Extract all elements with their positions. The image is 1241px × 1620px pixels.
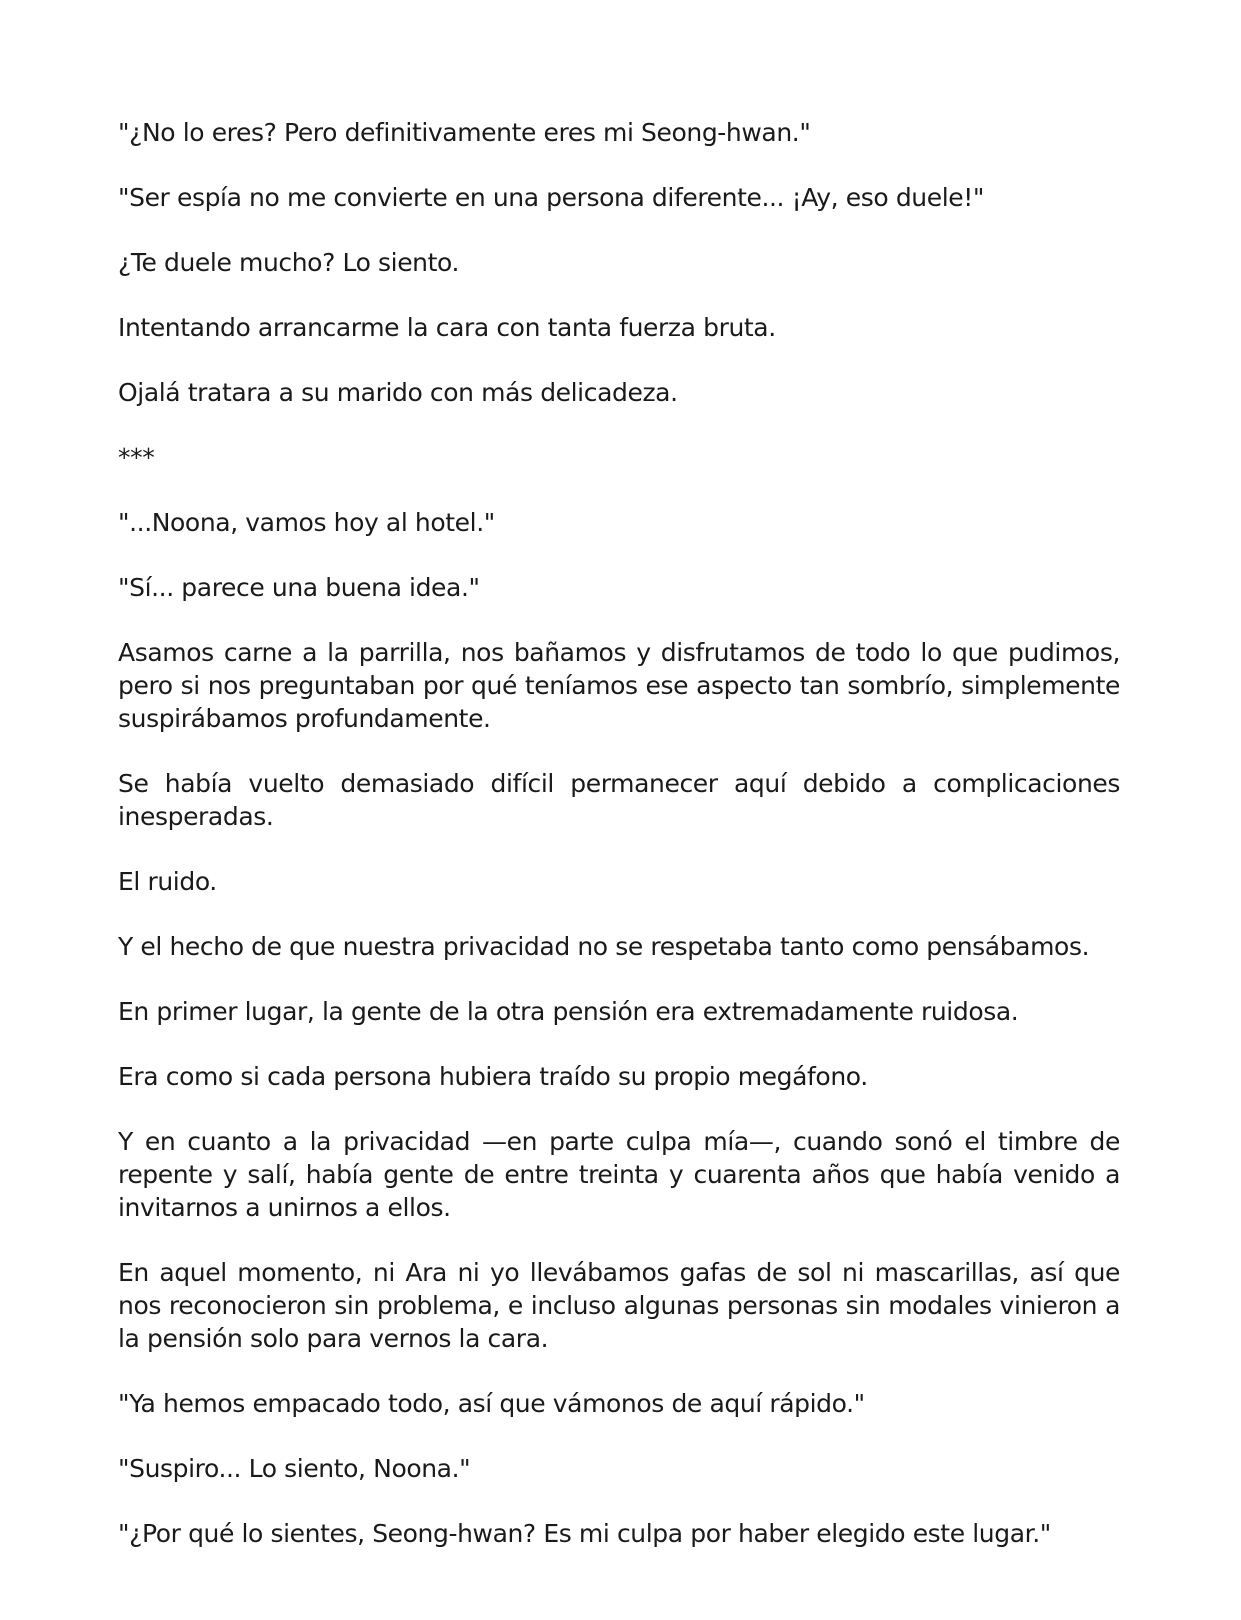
paragraph: "¿Por qué lo sientes, Seong-hwan? Es mi culpa por haber elegido este lugar." xyxy=(118,1519,1051,1548)
paragraph: El ruido. xyxy=(118,867,217,896)
paragraph: Asamos carne a la parrilla, nos bañamos y disfrutamos de todo lo que pudimos, pero si nos preguntaban por qué teníamos ese aspecto tan sombrío, simplemente suspirábamos profundamente. xyxy=(118,638,1120,733)
paragraph: "Suspiro... Lo siento, Noona." xyxy=(118,1454,471,1483)
paragraph: "...Noona, vamos hoy al hotel." xyxy=(118,508,495,537)
paragraph: ¿Te duele mucho? Lo siento. xyxy=(118,248,460,277)
document-page xyxy=(118,116,1120,1550)
paragraph: Y en cuanto a la privacidad —en parte culpa mía—, cuando sonó el timbre de repente y salí, había gente de entre treinta y cuarenta años que había venido a invitarnos a unirnos a ellos. xyxy=(118,1127,1120,1222)
paragraph: Era como si cada persona hubiera traído su propio megáfono. xyxy=(118,1062,868,1091)
paragraph: Intentando arrancarme la cara con tanta fuerza bruta. xyxy=(118,313,776,342)
paragraph: "Ya hemos empacado todo, así que vámonos de aquí rápido." xyxy=(118,1389,865,1418)
paragraph: Ojalá tratara a su marido con más delicadeza. xyxy=(118,378,678,407)
scene-break: *** xyxy=(118,443,155,472)
paragraph: Se había vuelto demasiado difícil permanecer aquí debido a complicaciones inesperadas. xyxy=(118,769,1120,831)
paragraph: En aquel momento, ni Ara ni yo llevábamos gafas de sol ni mascarillas, así que nos reconocieron sin problema, e incluso algunas personas sin modales vinieron a la pensión solo para vernos la cara. xyxy=(118,1258,1120,1353)
paragraph: "Ser espía no me convierte en una persona diferente... ¡Ay, eso duele!" xyxy=(118,183,984,212)
paragraph: En primer lugar, la gente de la otra pensión era extremadamente ruidosa. xyxy=(118,997,1019,1026)
paragraph: "¿No lo eres? Pero definitivamente eres mi Seong-hwan." xyxy=(118,118,811,147)
paragraph: "Sí... parece una buena idea." xyxy=(118,573,480,602)
paragraph: Y el hecho de que nuestra privacidad no se respetaba tanto como pensábamos. xyxy=(118,932,1090,961)
